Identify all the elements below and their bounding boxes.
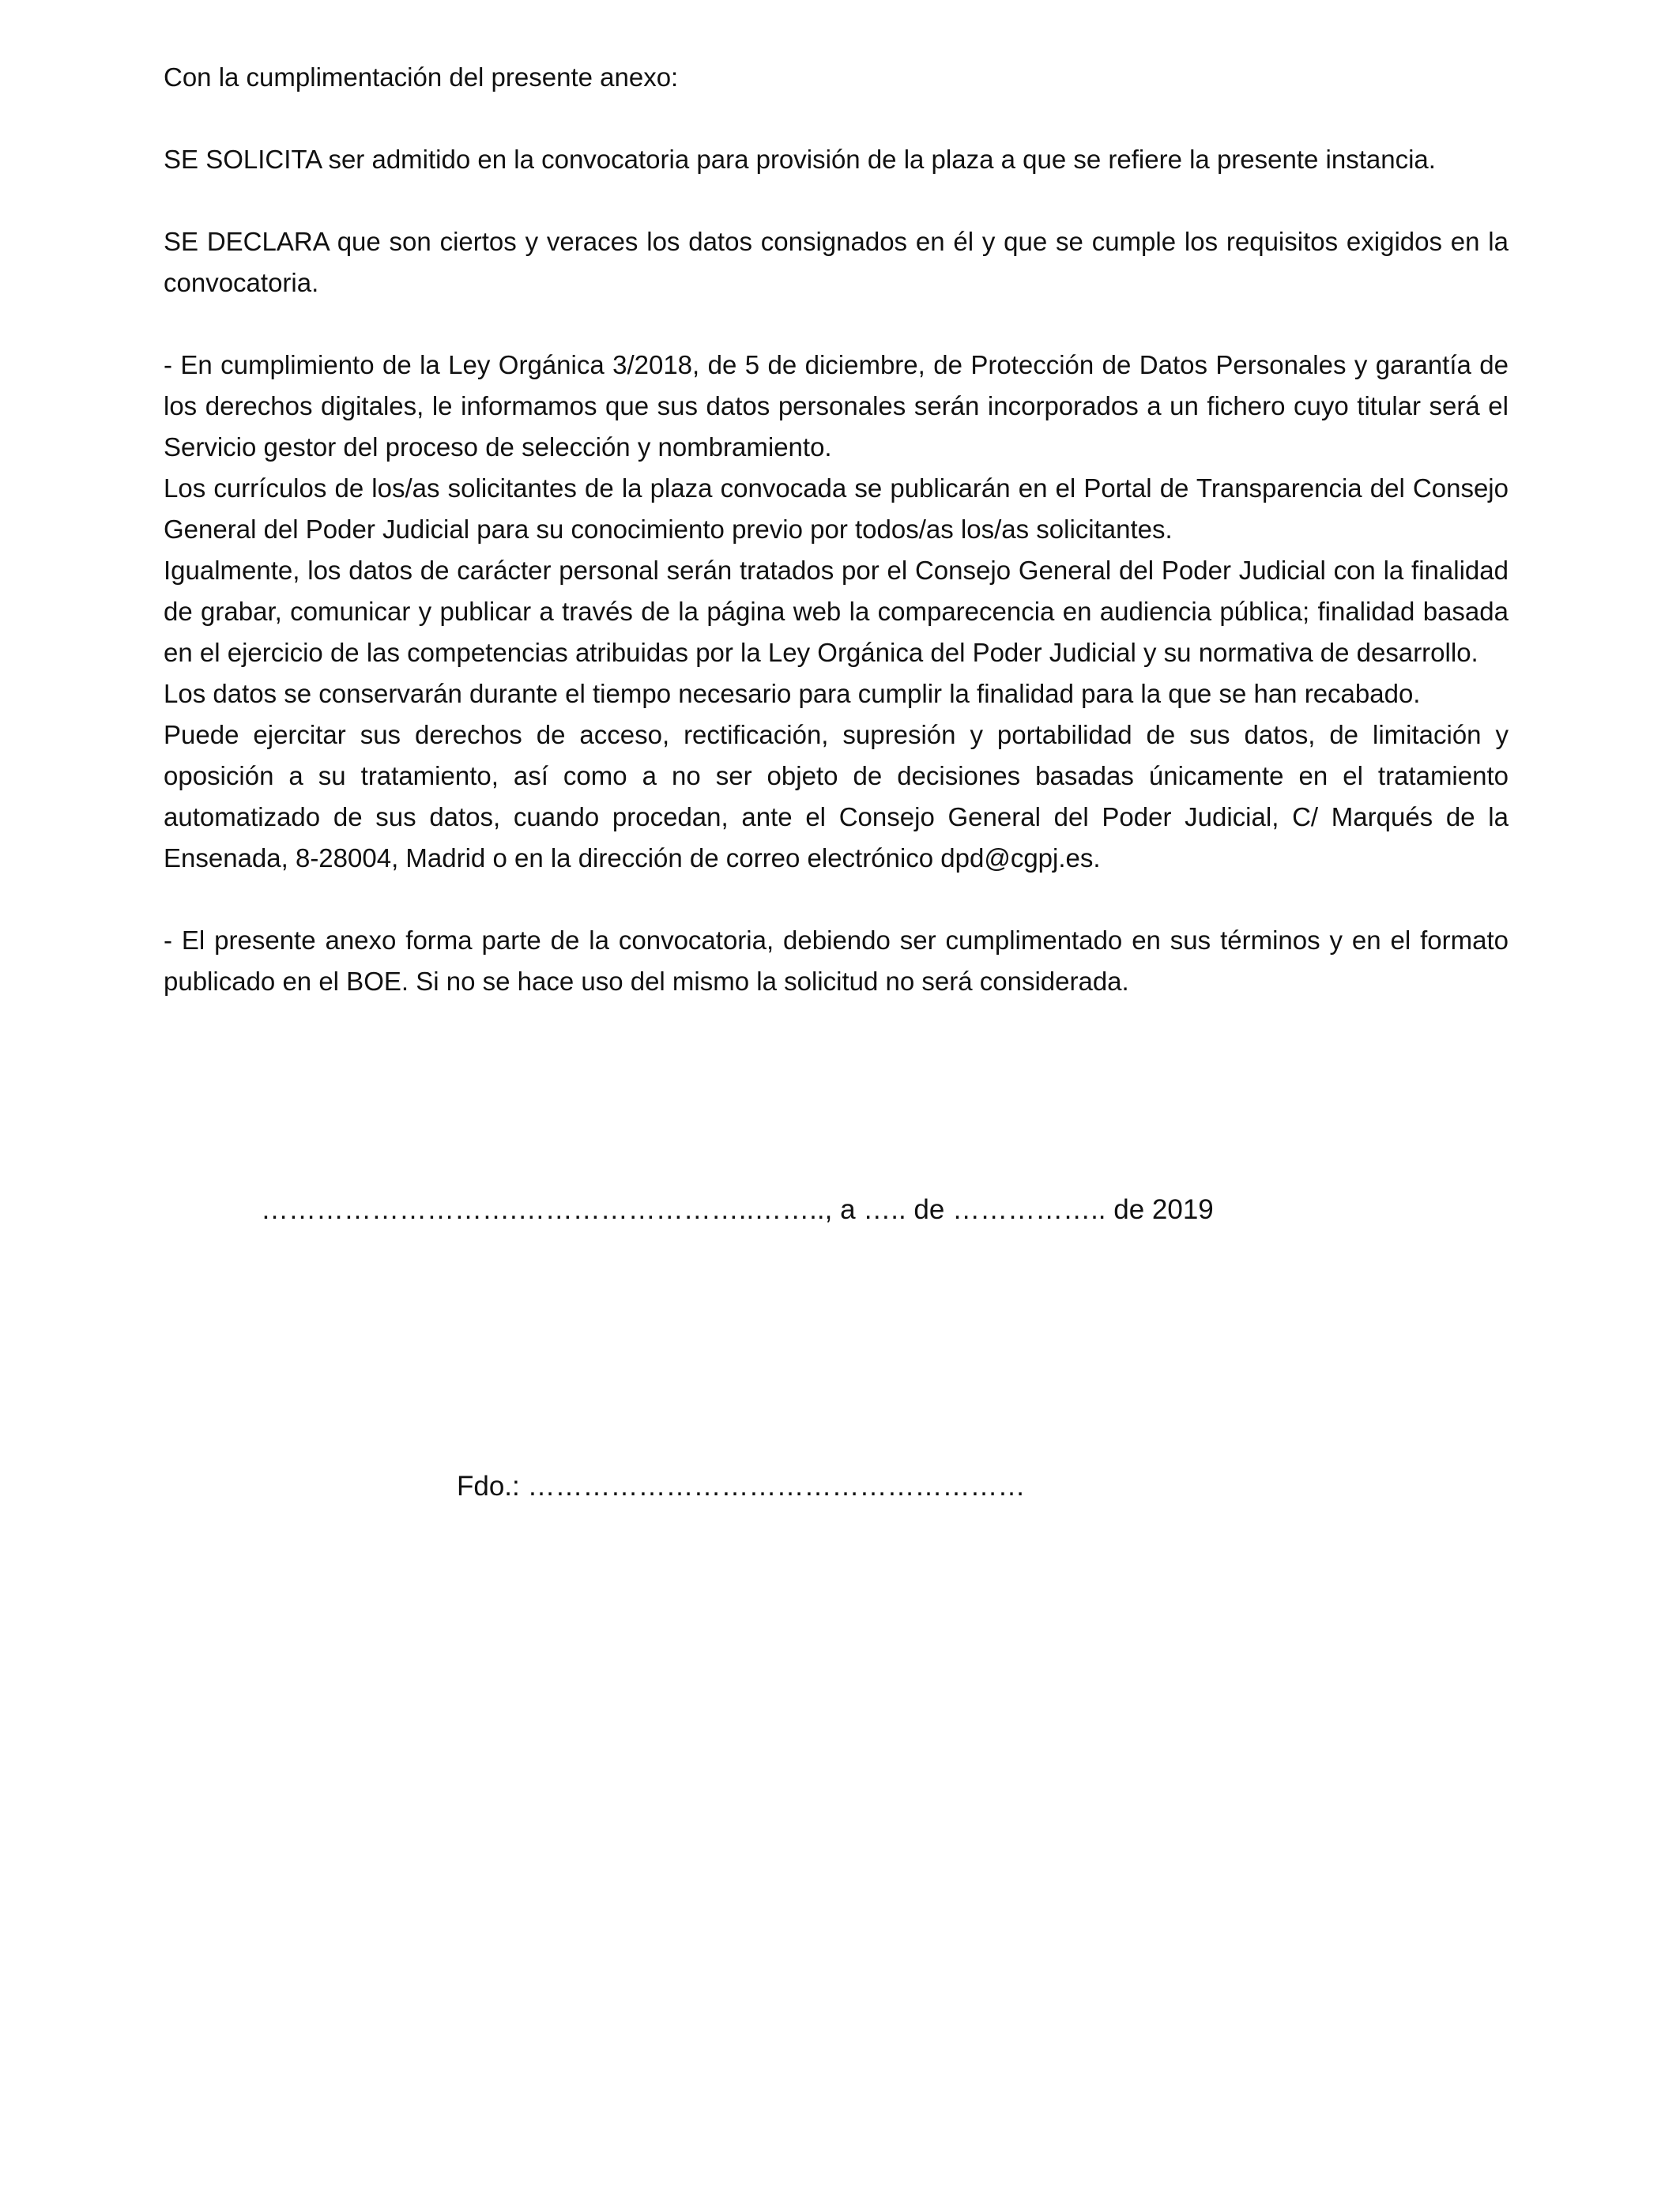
document-body bbox=[164, 57, 1509, 1002]
anexo-note-paragraph: - El presente anexo forma parte de la convocatoria, debiendo ser cumplimentado en sus términos y en el formato publicado en el BOE. Si no se hace uso del mismo la solicitud no será considerada. bbox=[164, 925, 1509, 996]
intro-paragraph: Con la cumplimentación del presente anexo: bbox=[164, 62, 679, 92]
declara-paragraph: SE DECLARA que son ciertos y veraces los datos consignados en él y que se cumple los requisitos exigidos en la convocatoria. bbox=[164, 227, 1509, 297]
privacy-paragraph-2: Los currículos de los/as solicitantes de la plaza convocada se publicarán en el Portal de Transparencia del Consejo General del Poder Judicial para su conocimiento previo por todos/as los/as solicitantes. bbox=[164, 473, 1509, 544]
privacy-paragraph-3: Igualmente, los datos de carácter personal serán tratados por el Consejo General del Poder Judicial con la finalidad de grabar, comunicar y publicar a través de la página web la comparecencia en audiencia pública; finalidad basada en el ejercicio de las competencias atribuidas por la Ley Orgánica del Poder Judicial y su normativa de desarrollo. bbox=[164, 556, 1509, 667]
privacy-paragraph-5: Puede ejercitar sus derechos de acceso, rectificación, supresión y portabilidad de sus datos, de limitación y oposición a su tratamiento, así como a no ser objeto de decisiones basadas únicamente en el tratamiento automatizado de sus datos, cuando procedan, ante el Consejo General del Poder Judicial, C/ Marqués de la Ensenada, 8-28004, Madrid o en la dirección de correo electrónico dpd@cgpj.es. bbox=[164, 720, 1509, 873]
signature-line: Fdo.: ……………………………………………… bbox=[457, 1471, 1026, 1502]
place-date-line: ……………………….……………………..…….., a ….. de …………….. de 2019 bbox=[261, 1194, 1214, 1225]
privacy-paragraph-1: - En cumplimiento de la Ley Orgánica 3/2018, de 5 de diciembre, de Protección de Datos Personales y garantía de los derechos digitales, le informamos que sus datos personales serán incorporados a un fichero cuyo titular será el Servicio gestor del proceso de selección y nombramiento. bbox=[164, 350, 1509, 462]
solicita-paragraph: SE SOLICITA ser admitido en la convocatoria para provisión de la plaza a que se refiere la presente instancia. bbox=[164, 145, 1436, 174]
privacy-paragraph-4: Los datos se conservarán durante el tiempo necesario para cumplir la finalidad para la que se han recabado. bbox=[164, 679, 1421, 708]
